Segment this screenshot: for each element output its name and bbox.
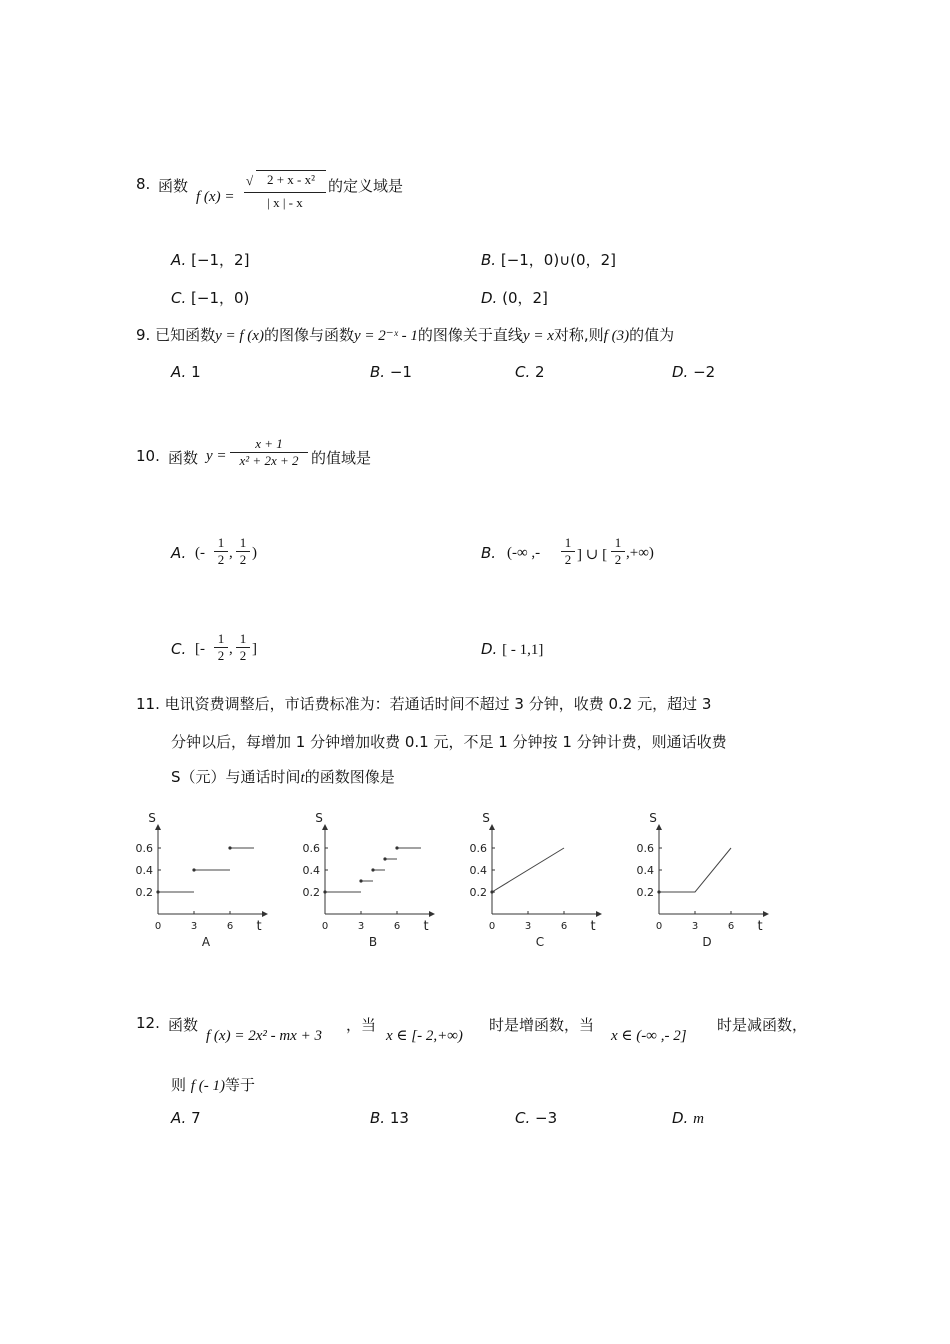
x-axis-label: t — [590, 919, 596, 934]
q8-option-d: D. (0，2] — [481, 289, 548, 307]
q10-option-a-close: ) — [252, 545, 257, 561]
q9-option-b: B. −1 — [370, 363, 412, 381]
q8-option-a: A. [−1，2] — [171, 251, 250, 269]
x-axis-label: t — [423, 919, 429, 934]
q10-denominator: x² + 2x + 2 — [239, 453, 299, 468]
q8-formula-denominator: | x | - x — [267, 195, 303, 210]
y-axis-label: S — [148, 811, 156, 825]
q8-option-b: B. [−1，0)∪(0，2] — [481, 251, 616, 269]
q9-option-d: D. −2 — [672, 363, 716, 381]
y-axis-label: S — [649, 811, 657, 825]
x-tick-label: 6 — [727, 921, 735, 932]
q9-stem: 9. 已知函数y = f (x)的图像与函数y = 2⁻ˣ - 1的图像关于直线y = x对称,则f (3)的值为 — [136, 326, 675, 344]
graph-line — [659, 848, 731, 892]
q10-lhs: y = — [206, 448, 227, 464]
q10-option-b-post: ,+∞) — [626, 545, 654, 561]
y-tick-label: 0.2 — [469, 886, 487, 899]
graph-label: C — [535, 935, 545, 949]
q12-option-b: B. 13 — [370, 1109, 409, 1127]
q10-option-c-comma: , — [229, 641, 233, 657]
sqrt-icon: √ — [246, 173, 254, 188]
q12-interval2: x ∈ (-∞ ,- 2] — [611, 1028, 687, 1044]
x-tick-label: 3 — [524, 921, 532, 932]
y-tick-label: 0.4 — [636, 864, 654, 877]
endpoint-dot — [383, 857, 386, 860]
x-tick-label: 3 — [190, 921, 198, 932]
q12-option-c: C. −3 — [515, 1109, 558, 1127]
q12-option-a: A. 7 — [171, 1109, 201, 1127]
q10-option-b-frac1: 1 2 — [561, 535, 575, 568]
q8-option-c: C. [−1，0) — [171, 289, 250, 307]
q10-option-b-frac2: 1 2 — [611, 535, 625, 568]
q10-option-a-frac2: 1 2 — [236, 535, 250, 568]
q12-interval1: x ∈ [- 2,+∞) — [386, 1028, 463, 1044]
x-axis-label: t — [757, 919, 763, 934]
y-tick-label: 0.6 — [469, 842, 487, 855]
q12-text2: 时是增函数，当 — [489, 1016, 595, 1034]
endpoint-dot — [192, 868, 195, 871]
y-tick-label: 0.2 — [636, 886, 654, 899]
x-tick-label: 6 — [393, 921, 401, 932]
q10-option-c-letter: C. — [171, 640, 187, 658]
q12-option-d: D. m — [672, 1109, 704, 1127]
q11-line1: 11. 电讯资费调整后，市话费标准为：若通话时间不超过 3 分钟，收费 0.2 元，超过 3 — [136, 695, 712, 713]
q8-formula-lhs: f (x) = — [196, 189, 235, 205]
x-axis-arrow-icon — [596, 911, 602, 917]
x-tick-label: 3 — [691, 921, 699, 932]
x-axis-arrow-icon — [429, 911, 435, 917]
x-tick-label: 0 — [488, 921, 496, 932]
q8-formula-numerator: 2 + x - x² — [256, 170, 326, 188]
y-axis-arrow-icon — [656, 824, 662, 830]
q8-lead: 函数 — [158, 177, 189, 195]
endpoint-dot — [395, 846, 398, 849]
x-axis-arrow-icon — [262, 911, 268, 917]
x-tick-label: 0 — [154, 921, 162, 932]
x-axis-label: t — [256, 919, 262, 934]
q12-lead: 函数 — [168, 1016, 199, 1034]
q10-fraction — [230, 436, 308, 469]
q10-option-a-open: (- — [195, 545, 205, 561]
graph-label: B — [368, 935, 378, 949]
endpoint-dot — [657, 890, 660, 893]
q12-text1: ，当 — [346, 1016, 377, 1034]
y-tick-label: 0.2 — [302, 886, 320, 899]
x-axis-arrow-icon — [763, 911, 769, 917]
q12-number: 12. — [136, 1014, 160, 1032]
q10-option-a-frac1: 1 2 — [214, 535, 228, 568]
q10-tail: 的值域是 — [311, 449, 372, 467]
y-tick-label: 0.4 — [302, 864, 320, 877]
q8-tail: 的定义域是 — [328, 177, 404, 195]
y-tick-label: 0.4 — [135, 864, 153, 877]
q9-option-c: C. 2 — [515, 363, 545, 381]
q11-graphs-figure — [0, 810, 950, 960]
y-axis-label: S — [315, 811, 323, 825]
q8-formula-fraction — [244, 170, 326, 211]
q10-option-b-pre: (-∞ ,- — [507, 545, 541, 561]
endpoint-dot — [490, 890, 493, 893]
endpoint-dot — [359, 879, 362, 882]
q12-text3: 时是减函数， — [717, 1016, 808, 1034]
q10-option-c-close: ] — [252, 641, 257, 657]
q9-option-a: A. 1 — [171, 363, 201, 381]
q8-number: 8. — [136, 175, 151, 193]
x-tick-label: 6 — [226, 921, 234, 932]
q12-line2: 则 f (- 1)等于 — [171, 1076, 255, 1094]
q10-option-c-open: [- — [195, 641, 205, 657]
y-tick-label: 0.6 — [636, 842, 654, 855]
q11-line3: S（元）与通话时间t的函数图像是 — [171, 768, 395, 786]
q10-option-b-mid: ] ∪ [ — [577, 547, 608, 563]
q10-numerator: x + 1 — [255, 436, 283, 451]
graph-label: A — [201, 935, 211, 949]
y-tick-label: 0.4 — [469, 864, 487, 877]
x-tick-label: 0 — [321, 921, 329, 932]
q11-line2: 分钟以后，每增加 1 分钟增加收费 0.1 元，不足 1 分钟按 1 分钟计费，则通话收费 — [171, 733, 727, 751]
q10-lead: 函数 — [168, 449, 199, 467]
q10-option-a-comma: , — [229, 545, 233, 561]
y-axis-arrow-icon — [322, 824, 328, 830]
x-tick-label: 0 — [655, 921, 663, 932]
endpoint-dot — [156, 890, 159, 893]
endpoint-dot — [371, 868, 374, 871]
q10-option-a-letter: A. — [171, 544, 187, 562]
graph-label: D — [702, 935, 712, 949]
y-tick-label: 0.6 — [135, 842, 153, 855]
y-axis-arrow-icon — [489, 824, 495, 830]
y-tick-label: 0.2 — [135, 886, 153, 899]
endpoint-dot — [323, 890, 326, 893]
q10-number: 10. — [136, 447, 160, 465]
y-tick-label: 0.6 — [302, 842, 320, 855]
q10-option-d: D. [ - 1,1] — [481, 640, 544, 658]
x-tick-label: 3 — [357, 921, 365, 932]
graph-line — [492, 848, 564, 892]
q10-option-b-letter: B. — [481, 544, 497, 562]
y-axis-arrow-icon — [155, 824, 161, 830]
q10-option-c-frac1: 1 2 — [214, 631, 228, 664]
x-tick-label: 6 — [560, 921, 568, 932]
y-axis-label: S — [482, 811, 490, 825]
endpoint-dot — [228, 846, 231, 849]
q12-formula: f (x) = 2x² - mx + 3 — [206, 1028, 322, 1044]
q10-option-c-frac2: 1 2 — [236, 631, 250, 664]
